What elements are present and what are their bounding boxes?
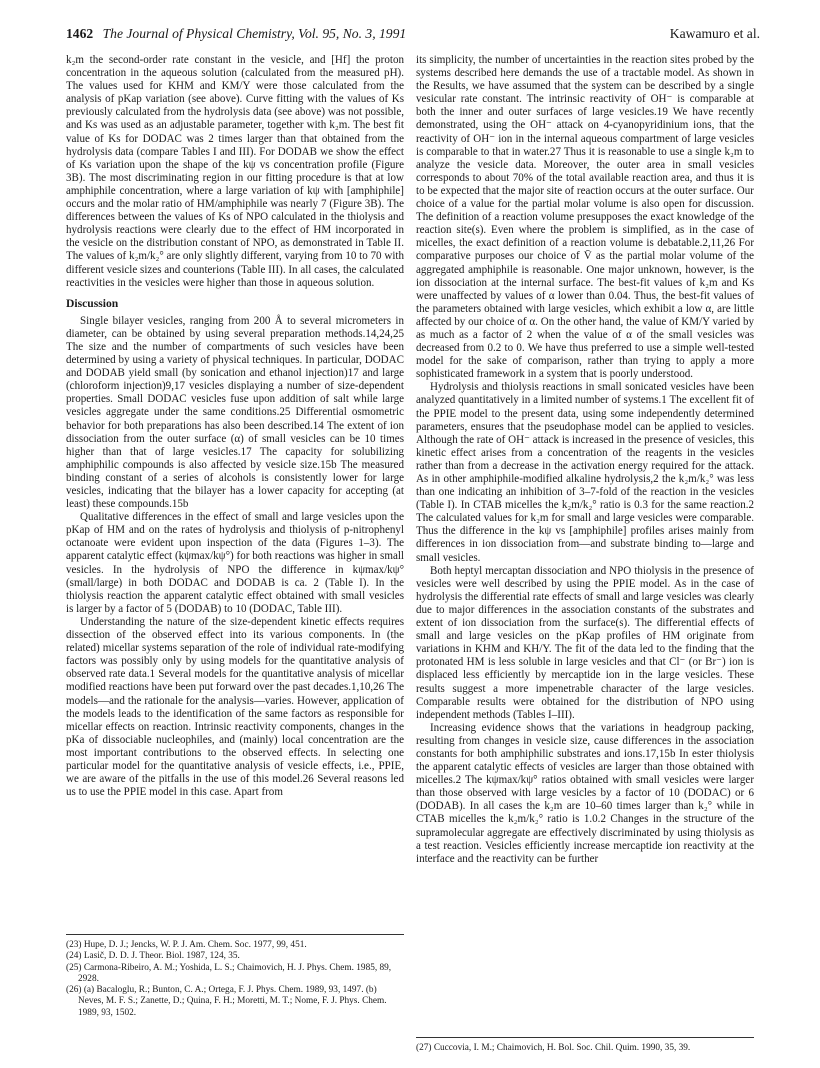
reference-entry: (26) (a) Bacaloglu, R.; Bunton, C. A.; Ortega, F. J. Phys. Chem. 1989, 93, 1497. (b) Neves, M. F. S.; Zanette, D.; Quina, F. H.; Moretti, M. T.; Nome, F. J. Phys. Chem. 1989, 93, 1502. (66, 985, 387, 1018)
paragraph-model-selection: Understanding the nature of the size-dependent kinetic effects requires dissection of the observed effect into its various components. In (the related) micellar systems separation of the role of individual rate-modifying factors was possibly only by using models for the quantitative analysis of observed rate data.1 Several models for the quantitative analysis of micellar modified reactions have been put forward over the past decades.1,10,26 The models—and the rationale for the analysis—varies. However, application of the models leads to the identification of the same factors as responsible for micellar effects on reaction. Intrinsic reactivity components, changes in the pKa of dissociable nucleophiles, and (mainly) local concentration are the most important contributions to the observed effects. In selecting one particular model for the quantitative analysis of vesicle effects, i.e., PPIE, we are aware of the pitfalls in the use of this model.26 Several reasons led us to use the PPIE model in this case. Apart from (66, 615, 404, 799)
paragraph-model-continued: its simplicity, the number of uncertainties in the reaction sites probed by the systems described here demands the use of a tractable model. As shown in the Results, we have assumed that the system can be described by a single vesicular rate constant. The intrinsic reactivity of OH⁻ is comparable at both the inner and outer surfaces of large vesicles.19 We have recently demonstrated, using the OH⁻ attack on 4-cyanopyridinium ions, that the reactivity of OH⁻ ion in the internal aqueous compartment of large vesicles is comparable to that in water.27 Thus it is reasonable to use a single k₂m to analyze the vesicle data. Moreover, the outer area in small vesicles corresponds to about 70% of the total available reaction area, and thus it is to be expected that the major site of reaction occurs at the outer surface. Our choice of a value for the partial molar volume is also open for discussion. The definition of a reaction volume presupposes the exact knowledge of the reaction site(s). Even where the problem is simplified, as in the case of micelles, the exact definition of a reaction volume is debatable.2,11,26 For comparative purposes our choice of V̄ as the partial molar volume of the aggregated amphiphile is reasonable. One major unknown, however, is the ion dissociation at the internal surface. The best-fit values of k₂m and Ks were unaffected by values of α lower than 0.04. Thus, the best-fit values of the parameters obtained with large vesicles, which exhibit a low α, are little affected by our choice of α. On the other hand, the value of KM/Y varied by as much as a factor of 2 when the value of α of the small vesicles was decreased from 0.2 to 0. We have thus preferred to use a simple well-tested model for the sake of comparison, rather than trying to apply a more sophisticated framework in a system that is poorly understood. (416, 54, 754, 381)
reference-entry: (24) Lasič, D. D. J. Theor. Biol. 1987, 124, 35. (66, 951, 240, 962)
footnote-references-right (416, 1037, 754, 1054)
paragraph-hydrolysis-thiolysis: Hydrolysis and thiolysis reactions in small sonicated vesicles have been analyzed quantitatively in a limited number of systems.1 The excellent fit of the PPIE model to the present data, using some independently determined parameters, ensures that the pseudophase model can be applied to vesicles. Although the rate of OH⁻ attack is increased in the presence of vesicles, this kinetic effect arises from a concentration of the reagents in the vesicles rather than from a decrease in the activation energy required for the attack. As in other amphiphile-modified alkaline hydrolysis,2 the k₂m/k₂° was less than one indicating an inhibition of 3–7-fold of the reaction in the vesicles (Table I). In CTAB micelles the k₂m/k₂° ratio is 0.3 for the same reaction.2 The calculated values for k₂m for small and large vesicles were comparable. Thus the difference in the kψ vs [amphiphile] profiles arises mainly from differences in ion dissociation from—and substrate binding to—large and small vesicles. (416, 381, 754, 564)
footnote-rule (66, 934, 404, 935)
reference-entry: (27) Cuccovia, I. M.; Chaimovich, H. Bol. Soc. Chil. Quim. 1990, 35, 39. (416, 1043, 691, 1053)
left-column (66, 54, 404, 799)
paragraph-vesicle-preparation: Single bilayer vesicles, ranging from 200 Å to several micrometers in diameter, can be obtained by using several preparation methods.14,24,25 The size and the number of compartments of such vesicles have been determined by using a variety of physical techniques. In particular, DODAC and DODAB yield small (by sonication and ethanol injection)17 and large (chloroform injection)9,17 vesicles displaying a number of size-dependent properties. Small DODAC vesicles fuse upon addition of salt while large vesicles aggregate under the same conditions.25 Differential osmometric behavior for both preparations has also been described.14 The extent of ion dissociation from the outer surface (α) of small vesicles can be 10 times higher than that of large vesicles.17 The capacity for solubilizing amphiphilic compounds is also affected by vesicle size.15b The measured binding constant of a series of alcohols is consistently lower for large vesicles, indicating that the bilayer has a lower capacity for accepting (at least) these compounds.15b (66, 314, 404, 511)
right-column (416, 54, 754, 866)
footnote-rule (416, 1037, 754, 1038)
footnote-references-left (66, 934, 404, 1019)
running-header (66, 26, 760, 48)
running-authors: Kawamuro et al. (669, 26, 760, 41)
paragraph-headgroup-packing: Increasing evidence shows that the variations in headgroup packing, resulting from changes in vesicle size, cause differences in the association constants for both amphiphilic substrates and ions.17,15b In ester thiolysis the apparent catalytic effects of vesicles are larger than those obtained with micelles.2 The kψmax/kψ° ratios obtained with small vesicles were larger than those observed with large vesicles by a factor of 10 (DODAC) or 6 (DODAB). In all cases the k₂m are 10–60 times larger than k₂° while in CTAB micelles the k₂m/k₂° ratio is 1.0.2 Changes in the structure of the supramolecular aggregate are effectively discriminated by using thiolysis as a test reaction. Vesicles efficiently increase mercaptide ion reactivity at the interface and the reactivity can be further (416, 721, 754, 865)
section-heading-discussion: Discussion (66, 296, 119, 310)
reference-entry: (23) Hupe, D. J.; Jencks, W. P. J. Am. Chem. Soc. 1977, 99, 451. (66, 940, 307, 950)
page-number: 1462 (66, 26, 94, 41)
journal-title: The Journal of Physical Chemistry, Vol. 95, No. 3, 1991 (102, 26, 407, 41)
paragraph-heptyl-mercaptan: Both heptyl mercaptan dissociation and NPO thiolysis in the presence of vesicles were well described by using the PPIE model. As in the case of hydrolysis the differential rate effects of small and large vesicles was clearly due to major differences in the association constants of the substrates and extent of ion dissociation from the surface(s). The differential effects of small and large vesicles on the pKap profiles of HM originate from variations in KHM and KH/Y. The fit of the data led to the finding that the protonated HM is less soluble in large vesicles and that Cl⁻ (or Br⁻) ion is displaced less efficiently by mercaptide ion in the large vesicles. These results suggest a more impenetrable character of the large vesicles. Comparable results were obtained for the distribution of NPO using independent methods (Tables I–III). (416, 564, 754, 721)
paragraph-qualitative-differences: Qualitative differences in the effect of small and large vesicles upon the pKap of HM and on the rates of hydrolysis and thiolysis of p-nitrophenyl octanoate were evident upon inspection of the data (Figures 1–3). The apparent catalytic effect (kψmax/kψ°) for both reactions was higher in small vesicles. In the hydrolysis of NPO the difference in kψmax/kψ° (small/large) in both DODAC and DODAB is ca. 2 (Table I). In the thiolysis reaction the apparent catalytic effect obtained with small vesicles is larger by a factor of 5 (DODAB) to 10 (DODAC, Table III). (66, 511, 404, 615)
reference-entry: (25) Carmona-Ribeiro, A. M.; Yoshida, L. S.; Chaimovich, H. J. Phys. Chem. 1985, 89, 2928. (66, 962, 392, 984)
paragraph-results-continued: k₂m the second-order rate constant in the vesicle, and [Hf] the proton concentration in the aqueous solution (calculated from the measured pH). The values used for KHM and KM/Y were those calculated from the analysis of pKap variation (see above). Curve fitting with the values of Ks previously calculated from the hydrolysis data (see above) was not possible, and Ks was used as an adjustable parameter, together with k₂m. The best fit value of Ks for DODAC was 2 times larger than that obtained from the hydrolysis data (compare Tables I and III). For DODAB we show the effect of Ks variation upon the shape of the kψ vs concentration profile (Figure 3B). The most discriminating region in our fitting procedure is that at low amphiphile concentration, where a large variation of kψ with [amphiphile] occurs and the molar ratio of HM/amphiphile was nearly 7 (Figure 3B). The differences between the values of Ks of NPO calculated in the thiolysis and hydrolysis reactions were clearly due to the effect of HM incorporated in the vesicle on the distribution constant of NPO, as demonstrated in Table II. The values of k₂m/k₂° are only slightly different, varying from 10 to 70 with different vesicle sizes and counterions (Table III). In all cases, the calculated reactivities in the vesicles were higher than those in aqueous solution. (66, 54, 404, 289)
